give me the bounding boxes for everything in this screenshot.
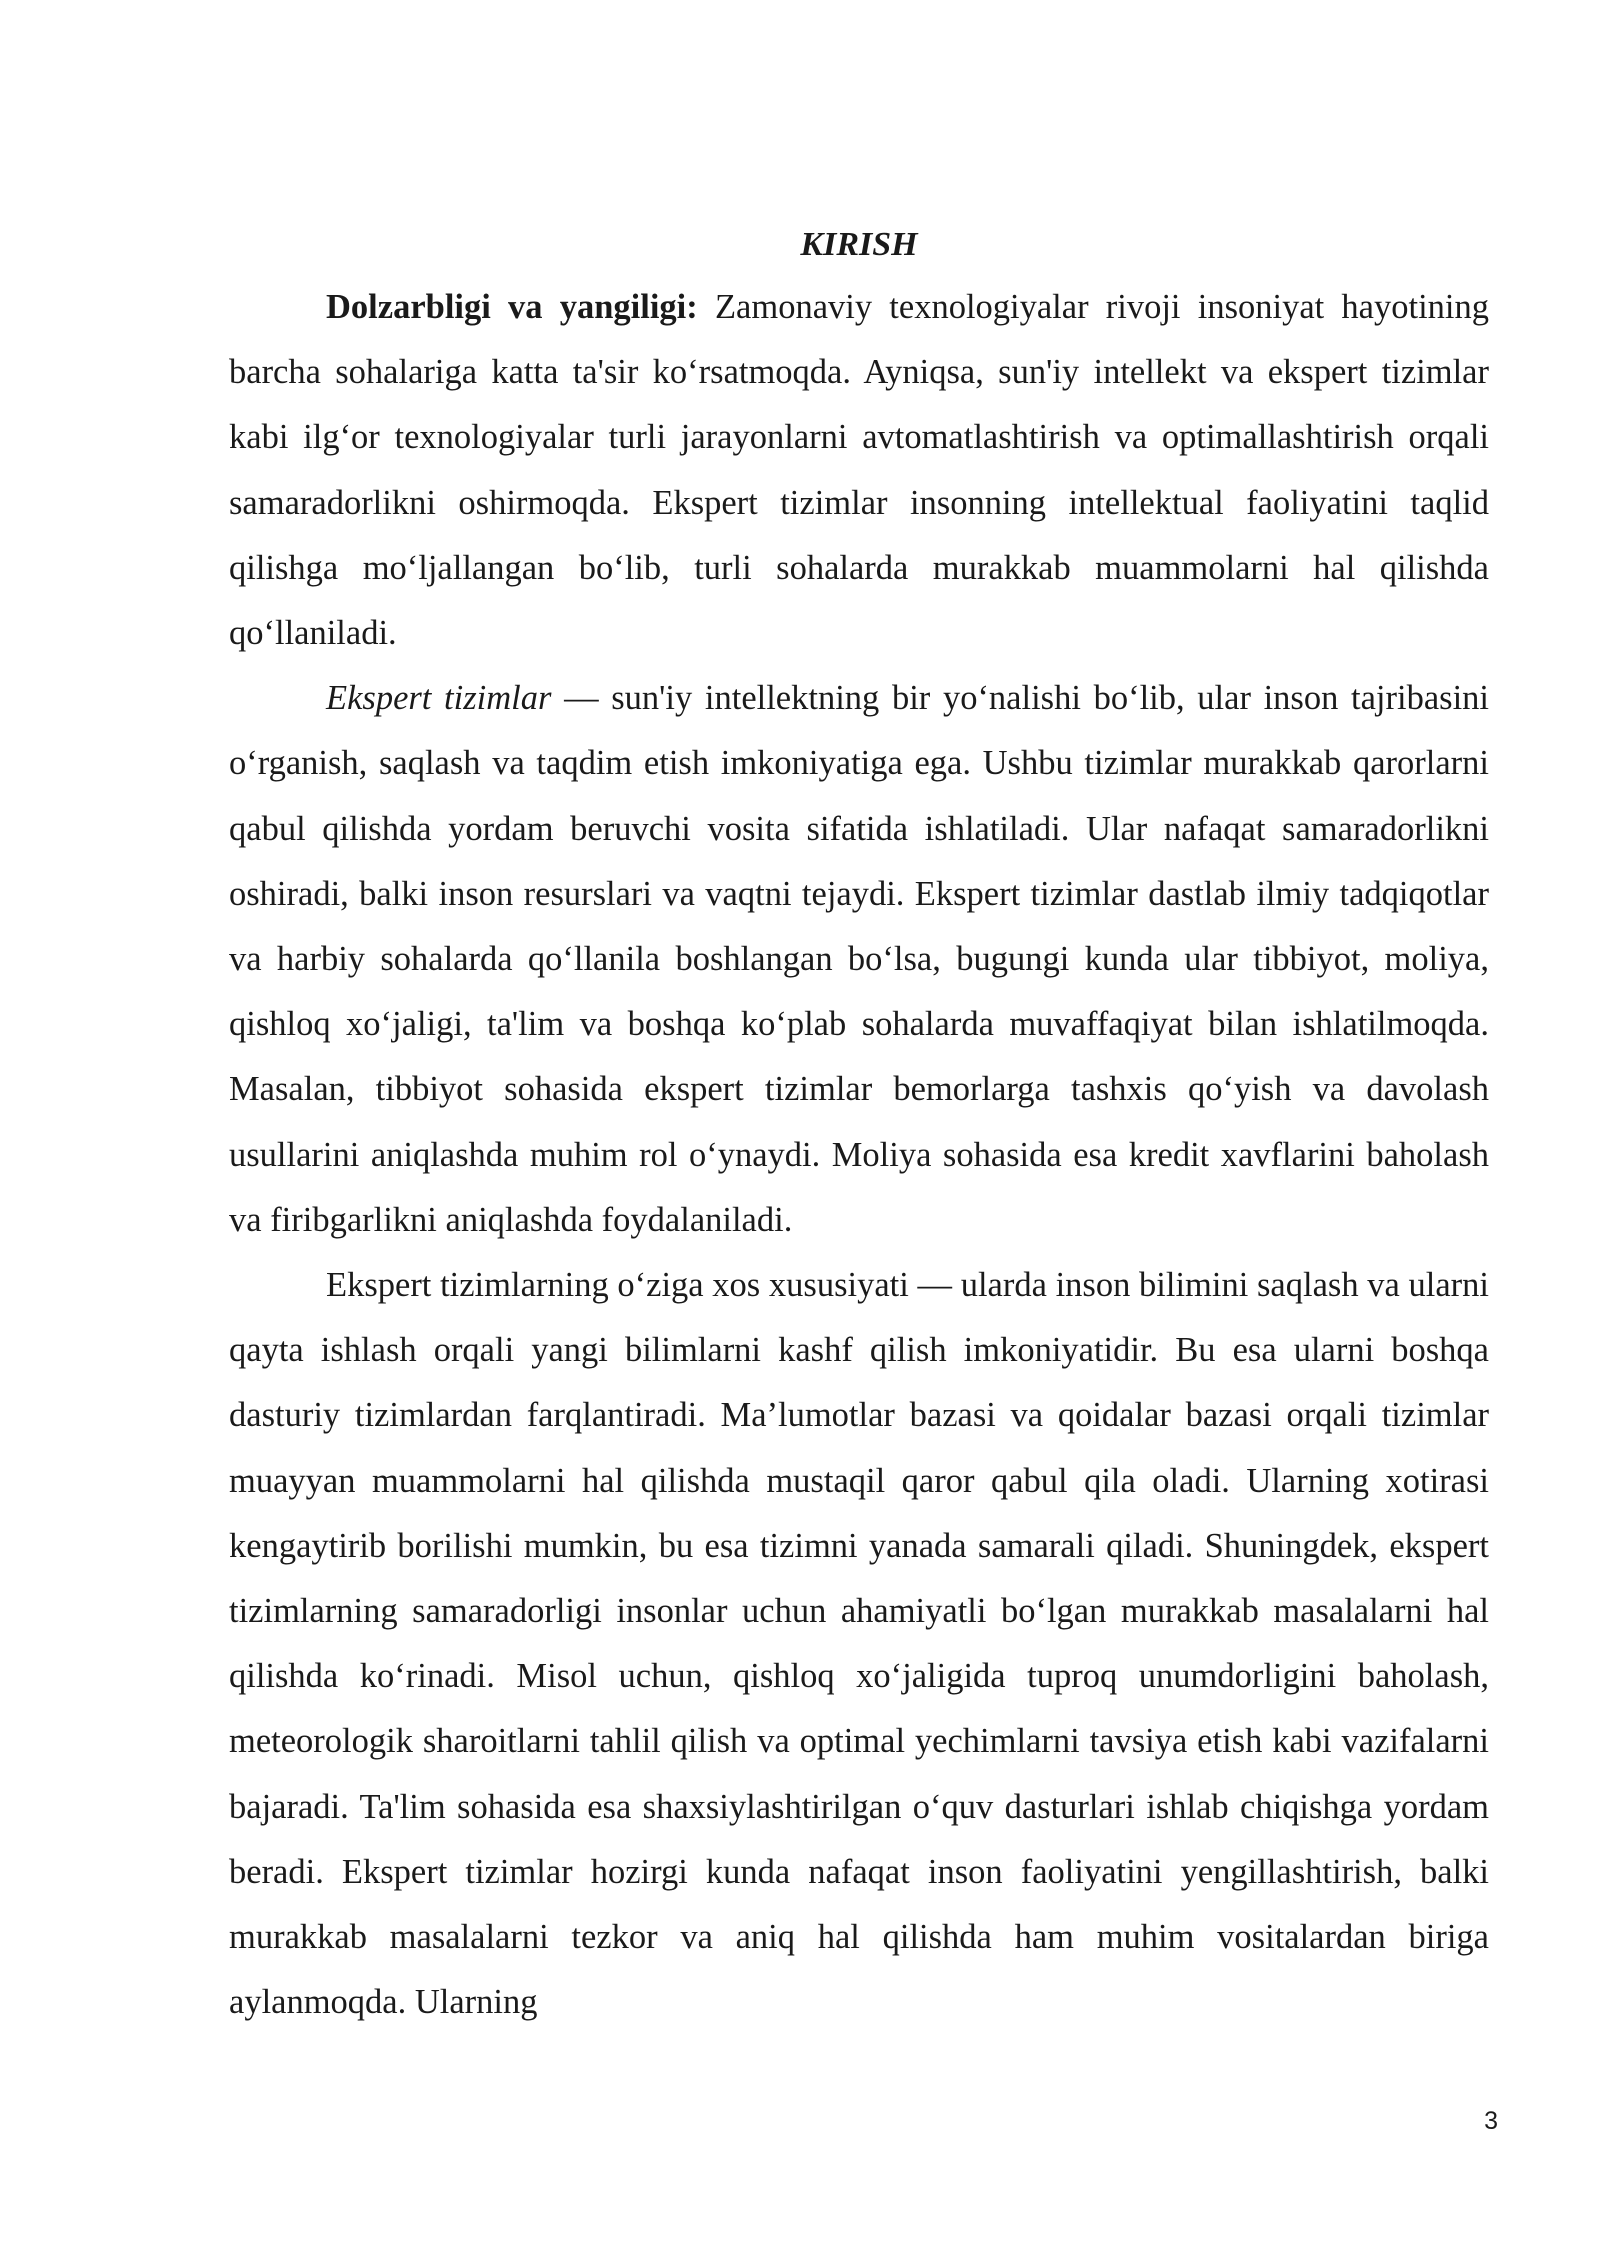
page-content: [229, 213, 1489, 2035]
paragraph-relevance: [229, 275, 1489, 666]
paragraph-text: Zamonaviy texnologiyalar rivoji insoniyat hayotining barcha sohalariga katta ta'sir ko‘rsatmoqda. Ayniqsa, sun'iy intellekt va ekspert tizimlar kabi ilg‘or texnologiyalar turli jarayonlarni avtomatlashtirish va optimallashtirish orqali samaradorlikni oshirmoqda. Ekspert tizimlar insonning intellektual faoliyatini taqlid qilishga mo‘ljallangan bo‘lib, turli sohalarda murakkab muammolarni hal qilishda qo‘llaniladi.: [229, 288, 1489, 653]
paragraph-text: Ekspert tizimlarning o‘ziga xos xususiyati — ularda inson bilimini saqlash va ularni qayta ishlash orqali yangi bilimlarni kashf qilish imkoniyatidir. Bu esa ularni boshqa dasturiy tizimlardan farqlantiradi. Ma’lumotlar bazasi va qoidalar bazasi orqali tizimlar muayyan muammolarni hal qilishda mustaqil qaror qabul qila oladi. Ularning xotirasi kengaytirib borilishi mumkin, bu esa tizimni yanada samarali qiladi. Shuningdek, ekspert tizimlarning samaradorligi insonlar uchun ahamiyatli bo‘lgan murakkab masalalarni hal qilishda ko‘rinadi. Misol uchun, qishloq xo‘jaligida tuproq unumdorligini baholash, meteorologik sharoitlarni tahlil qilish va optimal yechimlarni tavsiya etish kabi vazifalarni bajaradi. Ta'lim sohasida esa shaxsiylashtirilgan o‘quv dasturlari ishlab chiqishga yordam beradi. Ekspert tizimlar hozirgi kunda nafaqat inson faoliyatini yengillashtirish, balki murakkab masalalarni tezkor va aniq hal qilishda ham muhim vositalardan biriga aylanmoqda. Ularning: [229, 1266, 1489, 2022]
paragraph-text: — sun'iy intellektning bir yo‘nalishi bo‘lib, ular inson tajribasini o‘rganish, saqlash va taqdim etish imkoniyatiga ega. Ushbu tizimlar murakkab qarorlarni qabul qilishda yordam beruvchi vosita sifatida ishlatiladi. Ular nafaqat samaradorlikni oshiradi, balki inson resurslari va vaqtni tejaydi. Ekspert tizimlar dastlab ilmiy tadqiqotlar va harbiy sohalarda qo‘llanila boshlangan bo‘lsa, bugungi kunda ular tibbiyot, moliya, qishloq xo‘jaligi, ta'lim va boshqa ko‘plab sohalarda muvaffaqiyat bilan ishlatilmoqda. Masalan, tibbiyot sohasida ekspert tizimlar bemorlarga tashxis qo‘yish va davolash usullarini aniqlashda muhim rol o‘ynaydi. Moliya sohasida esa kredit xavflarini baholash va firibgarlikni aniqlashda foydalaniladi.: [229, 679, 1489, 1239]
paragraph-term: Ekspert tizimlar: [326, 679, 552, 718]
page-number: 3: [1484, 2107, 1498, 2135]
paragraph-lead: Dolzarbligi va yangiligi:: [326, 288, 698, 326]
section-heading: KIRISH: [800, 226, 918, 263]
paragraph-expert-systems: [229, 666, 1489, 1253]
paragraph-features: [229, 1253, 1489, 2035]
